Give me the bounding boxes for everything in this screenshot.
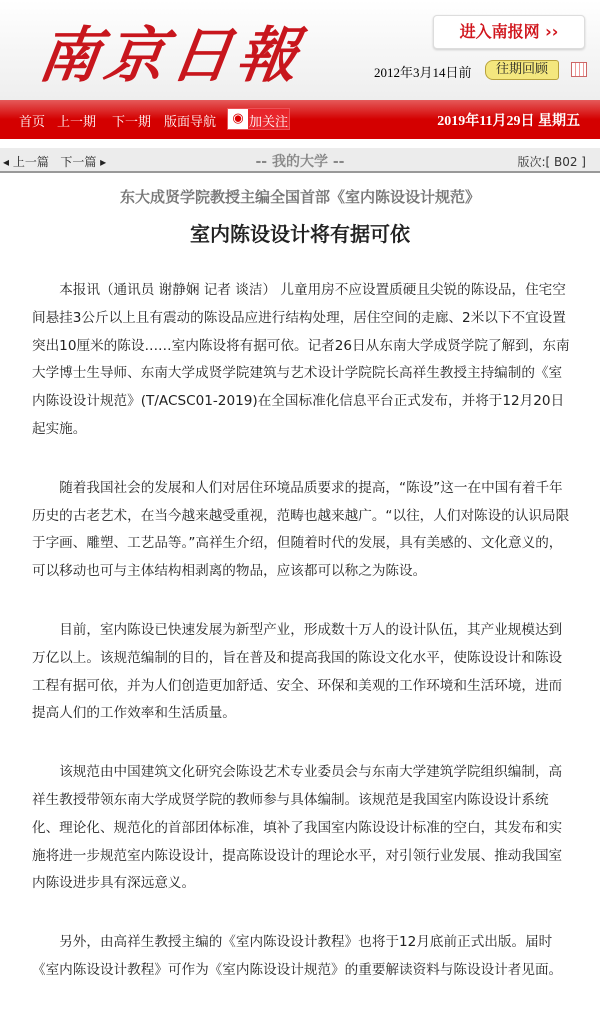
paragraph: 该规范由中国建筑文化研究会陈设艺术专业委员会与东南大学建筑学院组织编制，高祥生教授带领东南大学成贤学院的教师参与具体编制。该规范是我国室内陈设设计系统化、理论化、规范化的首部团体标准，填补了我国室内陈设设计标准的空白，其发布和实施将进一步规范室内陈设设计，提高陈设设计的理论水平，对引领行业发展、推动我国室内陈设进步具有深远意义。	[32, 764, 563, 892]
calendar-icon[interactable]	[571, 62, 587, 77]
nav-home[interactable]: 首页	[19, 115, 46, 130]
article-body	[32, 277, 570, 1016]
weibo-icon: ◉	[228, 109, 248, 129]
section-name: -- 我的大学 --	[255, 154, 345, 170]
nav-previous-issue[interactable]: 上一期	[57, 115, 97, 130]
masthead	[0, 0, 600, 100]
current-date: 2019年11月29日 星期五	[437, 114, 580, 129]
nav-next-issue[interactable]: 下一期	[112, 115, 152, 130]
paragraph: 目前，室内陈设已快速发展为新型产业，形成数十万人的设计队伍，其产业规模达到万亿以上。该规范编制的目的，旨在普及和提高我国的陈设文化水平，使陈设设计和陈设工程有据可依，并为人们创造更加舒适、安全、环保和美观的工作环境和生活环境，进而提高人们的工作效率和生活质量。	[32, 621, 563, 722]
newspaper-logo[interactable]: 南京日報	[34, 21, 309, 91]
caret-left-icon: ◂	[3, 155, 10, 169]
paragraph: 本报讯（通讯员 谢静娴 记者 谈洁） 儿童用房不应设置质硬且尖锐的陈设品，住宅空间悬挂3公斤以上且有震动的陈设品应进行结构处理，居住空间的走廊、2米以下不宜设置突出10厘米的陈设……室内陈设将有据可依。记者26日从东南大学成贤学院了解到，东南大学博士生导师、东南大学成贤学院建筑与艺术设计学院院长高祥生教授主持编制的《室内陈设设计规范》(T/ACSC01-2019)在全国标准化信息平台正式发布，并将于12月20日起实施。	[32, 282, 570, 437]
enter-site-button[interactable]: 进入南报网 ››	[433, 15, 585, 49]
previous-article-link[interactable]: 上一篇	[12, 155, 49, 169]
follow-label: 加关注	[249, 115, 289, 130]
article-subtitle: 东大成贤学院教授主编全国首部《室内陈设设计规范》	[119, 188, 480, 206]
weibo-follow-button[interactable]	[227, 108, 290, 130]
next-article-link[interactable]: 下一篇	[60, 155, 97, 169]
archive-review-button[interactable]: 往期回顾	[485, 60, 559, 80]
article-nav-bar	[0, 148, 600, 173]
nav-page-navigation[interactable]: 版面导航	[164, 115, 217, 130]
archive-date-label: 2012年3月14日前	[374, 65, 472, 80]
paragraph: 另外，由高祥生教授主编的《室内陈设设计教程》也将于12月底前正式出版。届时《室内陈设设计教程》可作为《室内陈设设计规范》的重要解读资料与陈设设计者见面。	[32, 934, 563, 978]
article-title: 室内陈设设计将有据可依	[190, 222, 410, 246]
paragraph: 随着我国社会的发展和人们对居住环境品质要求的提高，“陈设”这一在中国有着千年历史的古老艺术，在当今越来越受重视，范畴也越来越广。“以往，人们对陈设的认识局限于字画、雕塑、工艺品等。”高祥生介绍，但随着时代的发展，具有美感的、文化意义的，可以移动也可与主体结构相剥离的物品，应该都可以称之为陈设。	[32, 479, 570, 580]
nav-bar	[0, 100, 600, 139]
caret-right-icon: ▸	[100, 155, 107, 169]
edition-label: 版次:[ B02 ]	[517, 155, 586, 169]
